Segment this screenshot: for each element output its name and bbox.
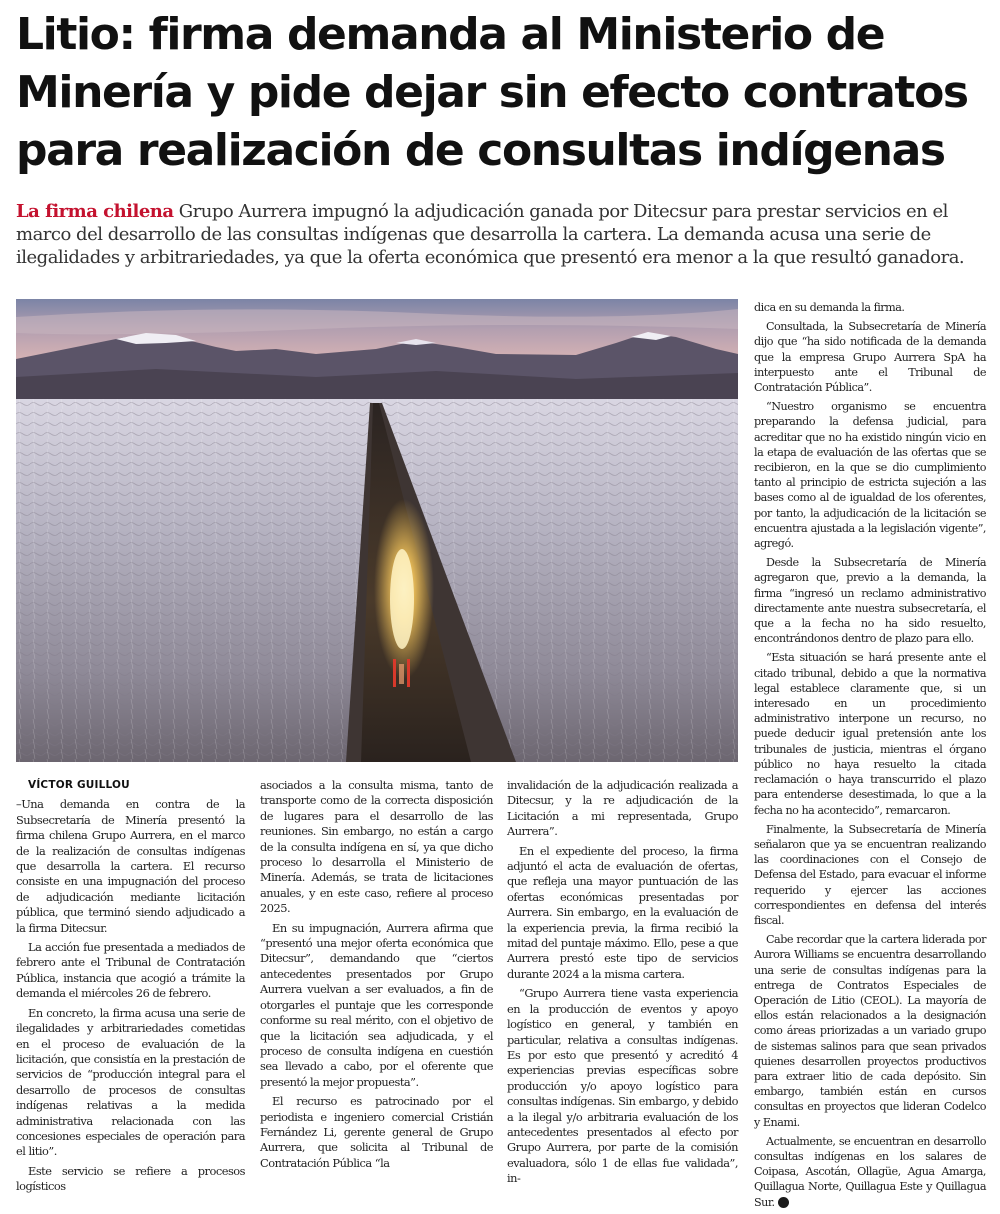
article-paragraph: Finalmente, la Subsecretaría de Minería señalaron que ya se encuentran realizando las coordinaciones con el Consejo de Defensa del Estado, para evacuar el informe requerido y ejercer las acciones correspondientes en defensa del interés fiscal.	[754, 822, 986, 927]
article-paragraph: Cabe recordar que la cartera liderada por Aurora Williams se encuentra desarrollando una serie de consultas indígenas para la entrega de Contratos Especiales de Operación de Litio (CEOL). La mayoría de ellos están relacionados a la designación como áreas priorizadas a un variado grupo de sistemas salinos para que sean privados quienes desarrollen proyectos productivos para extraer litio de cada depósito. Sin embargo, también están en cursos consultas en proyectos que lideran Codelco y Enami.	[754, 933, 986, 1129]
article-paragraph: La acción fue presentada a mediados de febrero ante el Tribunal de Contratación Pública, instancia que acogió a trámite la demanda el miércoles 26 de febrero.	[16, 940, 245, 1001]
lead-line	[16, 200, 986, 223]
article-paragraph: “Grupo Aurrera tiene vasta experiencia en la producción de eventos y apoyo logístico en general, y también en particular, relativa a consultas indígenas. Es por esto que presentó y acreditó 4 experiencias previas específicas sobre producción y/o apoyo logístico para consultas indígenas. Sin embargo, y debido a la ilegal y/o arbitraria evaluación de los antecedentes presentados al efecto por Grupo Aurrera, por parte de la comisión evaluadora, sólo 1 de ellas fue validada”, in-	[507, 986, 738, 1186]
photo-illustration	[16, 299, 738, 762]
article-paragraph: En su impugnación, Aurrera afirma que “presentó una mejor oferta económica que Ditecsur”, demandando que “ciertos antecedentes presentados por Grupo Aurrera vuelvan a ser evaluados, a fin de otorgarles el puntaje que les corresponde conforme su real mérito, con el objetivo de que la licitación sea adjudicada, y el proceso de consulta indígena en cuestión sea llevado a cabo, por el oferente que presentó la mejor propuesta”.	[260, 920, 493, 1089]
article-paragraph	[754, 1134, 986, 1210]
article-column-4	[754, 300, 986, 1214]
headline-line: para realización de consultas indígenas	[16, 125, 945, 176]
end-of-article-icon: P	[778, 1197, 789, 1208]
article-paragraph: En concreto, la firma acusa una serie de ilegalidades y arbitrariedades cometidas en el proceso de evaluación de la licitación, que consistía en la prestación de servicios de “producción integral para el desarrollo de procesos de consultas indígenas relativas a la medida administrativa relacionada con las concesiones especiales de operación para el litio”.	[16, 1005, 245, 1159]
article-paragraph: “Nuestro organismo se encuentra preparando la defensa judicial, para acreditar que no ha existido ningún vicio en la etapa de evaluación de las ofertas que se recibieron, en la que se dio cumplimiento tanto al principio de estricta sujeción a las bases como al de igualdad de los oferentes, por tanto, la adjudicación de la licitación se encuentra ajustada a la legislación vigente”, agregó.	[754, 400, 986, 551]
article-column-2	[260, 778, 493, 1175]
headline-line: Minería y pide dejar sin efecto contratos	[16, 67, 968, 118]
article-paragraph: Este servicio se refiere a procesos logísticos	[16, 1163, 245, 1194]
article-paragraph: En el expediente del proceso, la firma adjuntó el acta de evaluación de ofertas, que refleja una mayor puntuación de las ofertas económicas presentadas por Aurrera. Sin embargo, en la evaluación de la experiencia previa, la firma recibió la mitad del puntaje máximo. Ello, pese a que Aurrera prestó este tipo de servicios durante 2024 a la misma cartera.	[507, 843, 738, 981]
article-paragraph-text: Actualmente, se encuentran en desarrollo consultas indígenas en los salares de Coipasa, Ascotán, Ollagüe, Agua Amarga, Quillagua Norte, Quillagua Este y Quillagua Sur.	[754, 1134, 986, 1209]
article-paragraph: –Una demanda en contra de la Subsecretaría de Minería presentó la firma chilena Grupo Aurrera, en el marco de la realización de consultas indígenas que desarrolla la cartera. El recurso consiste en una impugnación del proceso de adjudicación mediante licitación pública, que terminó siendo adjudicado a la firma Ditecsur.	[16, 797, 245, 935]
article-column-1	[16, 778, 245, 1199]
article-paragraph: asociados a la consulta misma, tanto de transporte como de la correcta disposición de lugares para el desarrollo de las reuniones. Sin embargo, no están a cargo de la consulta indígena en sí, ya que dicho proceso lo desarrolla el Ministerio de Minería. Además, se trata de licitaciones anuales, y en este caso, refiere al proceso 2025.	[260, 778, 493, 916]
lead-line: marco del desarrollo de las consultas indígenas que desarrolla la cartera. La demanda acusa una serie de	[16, 224, 931, 245]
article-column-3	[507, 778, 738, 1191]
lead-kicker: La firma chilena	[16, 201, 174, 222]
salt-flat-road-photo	[16, 299, 738, 762]
article-paragraph: “Esta situación se hará presente ante el citado tribunal, debido a que la normativa legal establece claramente que, si un interesado en un procedimiento administrativo interpone un recurso, no puede deducir igual pretensión ante los tribunales de justicia, mientras el órgano público no haya resuelto la citada reclamación o haya transcurrido el plazo para entenderse desestimada, lo que a la fecha no ha acontecido”, remarcaron.	[754, 651, 986, 817]
article-paragraph: Consultada, la Subsecretaría de Minería dijo que “ha sido notificada de la demanda que la empresa Grupo Aurrera SpA ha interpuesto ante el Tribunal de Contratación Pública”.	[754, 320, 986, 395]
article-paragraph: Desde la Subsecretaría de Minería agregaron que, previo a la demanda, la firma “ingresó un reclamo administrativo directamente ante nuestra subsecretaría, el que a la fecha no ha sido resuelto, encontrándonos dentro de plazo para ello.	[754, 556, 986, 646]
article-paragraph: invalidación de la adjudicación realizada a Ditecsur, y la re adjudicación de la Licitación a mi representada, Grupo Aurrera”.	[507, 778, 738, 839]
headline	[16, 6, 988, 180]
lead-paragraph	[16, 200, 986, 269]
headline-line: Litio: firma demanda al Ministerio de	[16, 9, 885, 60]
lead-line: ilegalidades y arbitrariedades, ya que la oferta económica que presentó era menor a la que resultó ganadora.	[16, 247, 965, 268]
article-paragraph: El recurso es patrocinado por el periodista e ingeniero comercial Cristián Fernández Li, gerente general de Grupo Aurrera, que solicita al Tribunal de Contratación Pública “la	[260, 1094, 493, 1170]
byline: VÍCTOR GUILLOU	[28, 779, 130, 791]
lead-text: Grupo Aurrera impugnó la adjudicación ganada por Ditecsur para prestar servicios en el	[173, 201, 948, 222]
article-paragraph: dica en su demanda la firma.	[754, 301, 905, 314]
